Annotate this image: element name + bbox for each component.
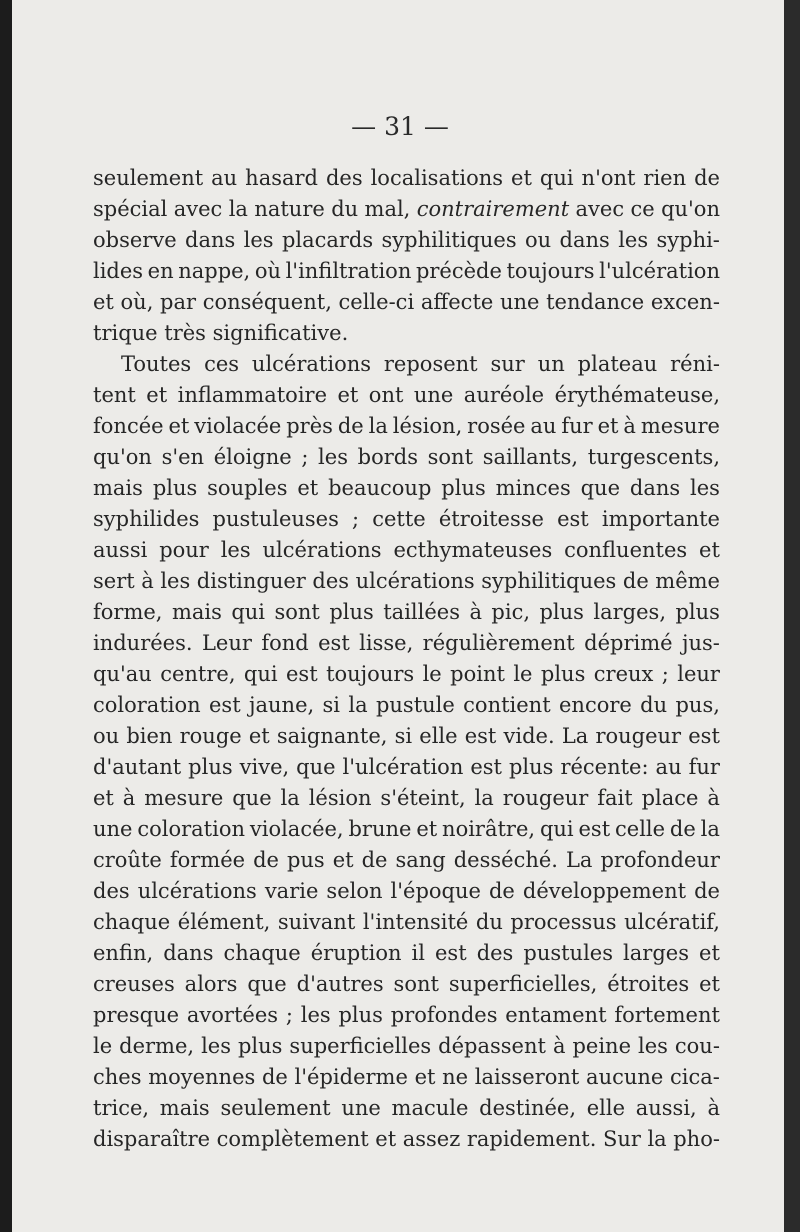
page-number: — 31 — [351, 112, 449, 141]
text-line: foncée et violacée près de la lésion, rosée au fur et à mesure [93, 414, 720, 438]
text-line: et à mesure que la lésion s'éteint, la rougeur fait place à [93, 786, 720, 810]
text-line: lides en nappe, où l'infiltration précède toujours l'ulcération [93, 259, 720, 283]
text-line: des ulcérations varie selon l'époque de développement de [93, 879, 720, 903]
text-line: forme, mais qui sont plus taillées à pic, plus larges, plus [93, 600, 720, 624]
text-line: presque avortées ; les plus profondes entament fortement [93, 1003, 720, 1027]
text-line: disparaître complètement et assez rapidement. Sur la pho- [93, 1127, 720, 1151]
text-line: trique très significative. [93, 321, 349, 345]
text-line: et où, par conséquent, celle-ci affecte une tendance excen- [93, 290, 720, 314]
text-line: croûte formée de pus et de sang desséché. La profondeur [93, 848, 720, 872]
text-line: Toutes ces ulcérations reposent sur un plateau réni- [121, 352, 720, 376]
text-line: ches moyennes de l'épiderme et ne laisseront aucune cica- [93, 1065, 720, 1089]
text-line: d'autant plus vive, que l'ulcération est plus récente: au fur [93, 755, 720, 779]
text-line: indurées. Leur fond est lisse, régulièrement déprimé jus- [93, 631, 720, 655]
text-line: trice, mais seulement une macule destinée, elle aussi, à [93, 1096, 720, 1120]
text-line: observe dans les placards syphilitiques ou dans les syphi- [93, 228, 720, 252]
text-line: tent et inflammatoire et ont une auréole érythémateuse, [93, 383, 720, 407]
text-line: aussi pour les ulcérations ecthymateuses confluentes et [93, 538, 720, 562]
text-line: qu'au centre, qui est toujours le point le plus creux ; leur [93, 662, 720, 686]
text-line: spécial avec la nature du mal, contrairement avec ce qu'on [93, 197, 720, 221]
page-edge-shadow [784, 0, 800, 1232]
text-line: coloration est jaune, si la pustule contient encore du pus, [93, 693, 720, 717]
text-line: une coloration violacée, brune et noirâtre, qui est celle de la [93, 817, 720, 841]
text-line: seulement au hasard des localisations et qui n'ont rien de [93, 166, 720, 190]
body-text [93, 163, 720, 1155]
text-line: creuses alors que d'autres sont superficielles, étroites et [93, 972, 720, 996]
text-line: le derme, les plus superficielles dépassent à peine les cou- [93, 1034, 720, 1058]
text-line: chaque élément, suivant l'intensité du processus ulcératif, [93, 910, 720, 934]
text-line: mais plus souples et beaucoup plus minces que dans les [93, 476, 720, 500]
text-line: qu'on s'en éloigne ; les bords sont saillants, turgescents, [93, 445, 720, 469]
text-line: ou bien rouge et saignante, si elle est vide. La rougeur est [93, 724, 720, 748]
text-line: sert à les distinguer des ulcérations syphilitiques de même [93, 569, 720, 593]
text-line: enfin, dans chaque éruption il est des pustules larges et [93, 941, 720, 965]
text-line: syphilides pustuleuses ; cette étroitesse est importante [93, 507, 720, 531]
